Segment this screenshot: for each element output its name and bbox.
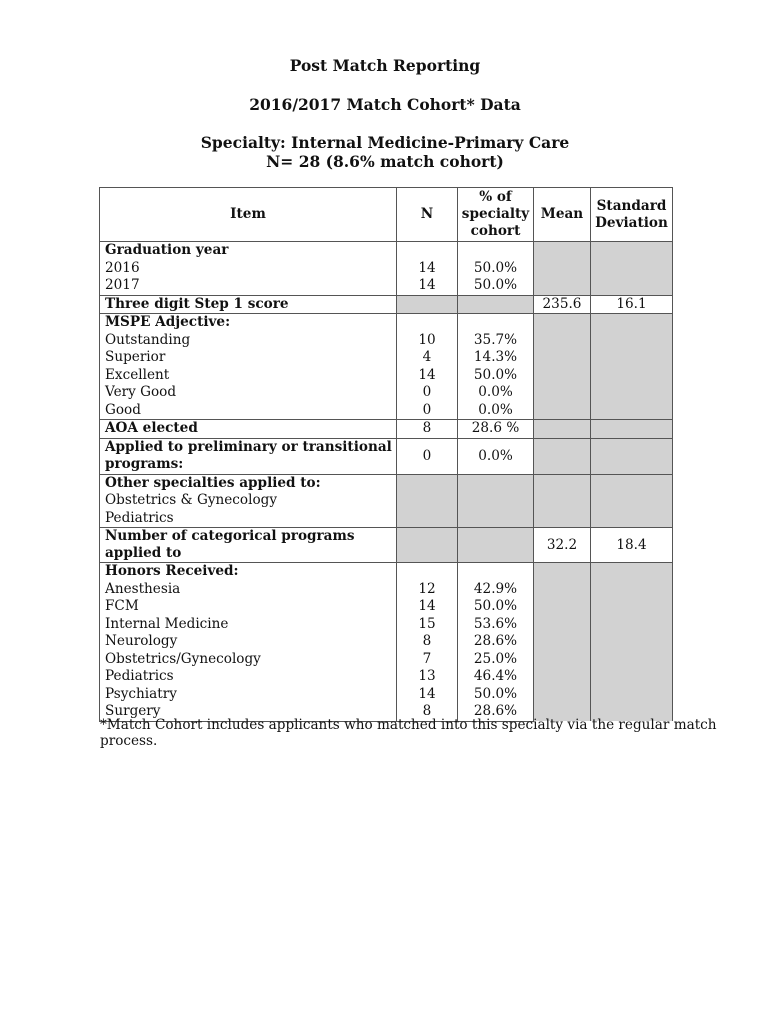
table-row: 2017 14 50.0% bbox=[100, 277, 673, 295]
table-row: Excellent 14 50.0% bbox=[100, 367, 673, 385]
report-subtitle: 2016/2017 Match Cohort* Data bbox=[249, 95, 521, 114]
table-row: Obstetrics & Gynecology bbox=[100, 492, 673, 510]
table-row: Pediatrics bbox=[100, 510, 673, 528]
table-row: 2016 14 50.0% bbox=[100, 260, 673, 278]
table-row bbox=[100, 528, 673, 563]
header-pct: % of specialty cohort bbox=[458, 188, 534, 242]
table-row: Neurology 8 28.6% bbox=[100, 633, 673, 651]
table-row: Internal Medicine 15 53.6% bbox=[100, 616, 673, 634]
table-row: Psychiatry 14 50.0% bbox=[100, 686, 673, 704]
table-row: Applied to preliminary or transitional programs: 0 0.0% bbox=[100, 438, 673, 474]
table-row: Very Good 0 0.0% bbox=[100, 384, 673, 402]
header-sd: Standard Deviation bbox=[591, 188, 673, 242]
categorical-sd: 18.4 bbox=[591, 528, 673, 563]
table-row bbox=[100, 295, 673, 314]
step1-mean: 235.6 bbox=[534, 295, 591, 314]
step1-label: Three digit Step 1 score bbox=[100, 295, 397, 314]
table-row: Surgery 8 28.6% bbox=[100, 703, 673, 721]
table-row: Anesthesia 12 42.9% bbox=[100, 581, 673, 599]
report-title: Post Match Reporting bbox=[289, 56, 481, 75]
table-row: Obstetrics/Gynecology 7 25.0% bbox=[100, 651, 673, 669]
section-other-specialties: Other specialties applied to: bbox=[100, 474, 397, 492]
section-graduation-year: Graduation year bbox=[100, 242, 397, 260]
header-item: Item bbox=[100, 188, 397, 242]
table-row: Superior 4 14.3% bbox=[100, 349, 673, 367]
header-mean: Mean bbox=[534, 188, 591, 242]
categorical-mean: 32.2 bbox=[534, 528, 591, 563]
table-row: AOA elected 8 28.6 % bbox=[100, 420, 673, 439]
match-data-table bbox=[99, 187, 673, 722]
table-row: FCM 14 50.0% bbox=[100, 598, 673, 616]
table-row: Good 0 0.0% bbox=[100, 402, 673, 420]
step1-sd: 16.1 bbox=[591, 295, 673, 314]
categorical-label: Number of categorical programs applied to bbox=[100, 528, 397, 563]
section-mspe: MSPE Adjective: bbox=[100, 314, 397, 332]
aoa-label: AOA elected bbox=[100, 420, 397, 439]
section-honors: Honors Received: bbox=[100, 563, 397, 581]
prelim-label: Applied to preliminary or transitional programs: bbox=[100, 438, 397, 474]
footnote: *Match Cohort includes applicants who matched into this specialty via the regular match process. bbox=[100, 717, 717, 749]
table-row: Outstanding 10 35.7% bbox=[100, 332, 673, 350]
specialty-line: Specialty: Internal Medicine-Primary Care bbox=[200, 133, 570, 152]
table-row: Pediatrics 13 46.4% bbox=[100, 668, 673, 686]
cohort-size-line: N= 28 (8.6% match cohort) bbox=[266, 152, 504, 171]
header-n: N bbox=[397, 188, 458, 242]
